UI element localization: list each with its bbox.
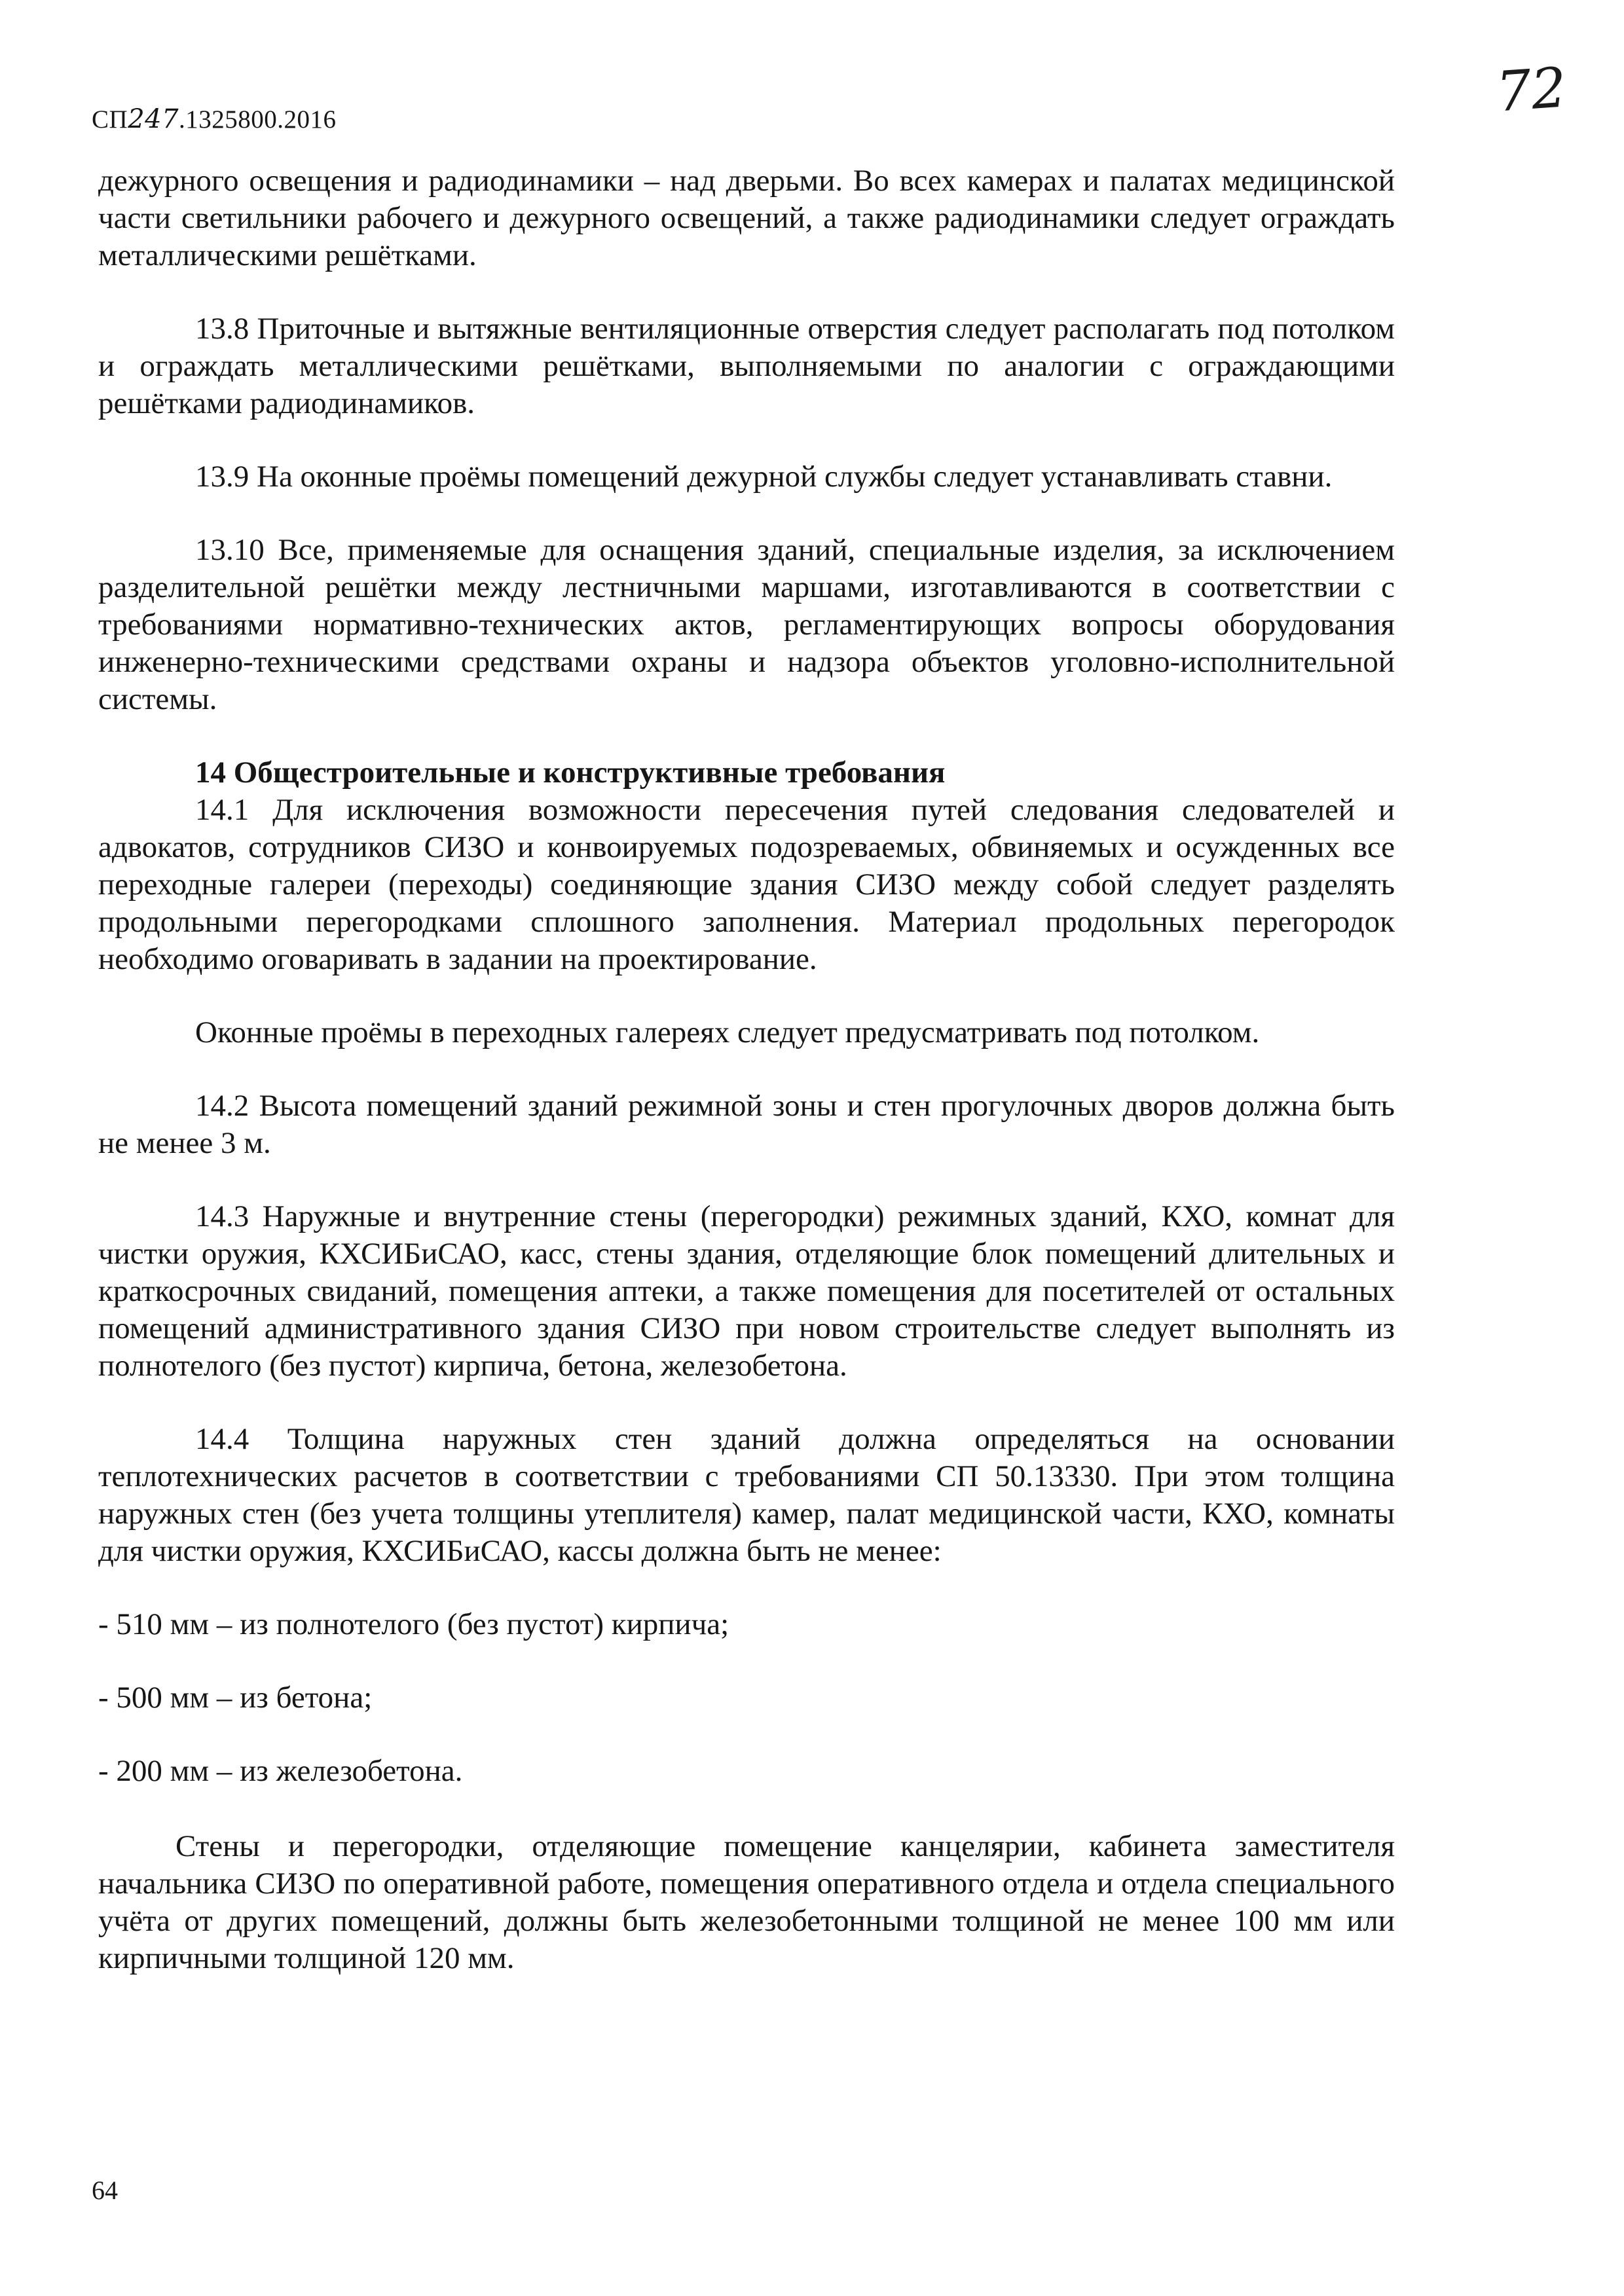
paragraph-13-8: 13.8 Приточные и вытяжные вентиляционные отверстия следует располагать под потолком и ограждать металлическими решётками, выполняемыми по аналогии с ограждающими решётками радиодинамиков. (98, 312, 1395, 420)
section-heading-14: 14 Общестроительные и конструктивные требования (195, 756, 946, 790)
code-suffix: .1325800.2016 (179, 105, 337, 134)
document-code (92, 103, 337, 136)
paragraph-13-9: 13.9 На оконные проёмы помещений дежурной службы следует устанавливать ставни. (195, 460, 1333, 494)
page-number: 64 (92, 2176, 118, 2205)
list-item: - 200 мм – из железобетона. (98, 1754, 463, 1788)
paragraph-14-4: 14.4 Толщина наружных стен зданий должна определяться на основании теплотехнических расчетов в соответствии с требованиями СП 50.13330. При этом толщина наружных стен (без учета толщины утеплителя) камер, палат медицинской части, КХО, комнаты для чистки оружия, КХСИБиСАО, кассы должна быть не менее: (98, 1422, 1395, 1568)
paragraph-14-1-windows: Оконные проёмы в переходных галереях следует предусматривать под потолком. (195, 1015, 1260, 1049)
list-item: - 510 мм – из полнотелого (без пустот) кирпича; (98, 1607, 729, 1641)
paragraph-13-10: 13.10 Все, применяемые для оснащения зданий, специальные изделия, за исключением разделительной решётки между лестничными маршами, изготавливаются в соответствии с требованиями нормативно-технических актов, регламентирующих вопросы оборудования инженерно-техническими средствами охраны и надзора объектов уголовно-исполнительной системы. (98, 533, 1395, 716)
code-prefix: СП (92, 105, 128, 134)
body-text (98, 162, 1395, 1977)
handwritten-page-number: 72 (1494, 55, 1569, 124)
handwritten-code-number: 247 (128, 104, 179, 134)
paragraph-walls-partitions: Стены и перегородки, отделяющие помещение канцелярии, кабинета заместителя начальника СИЗО по оперативной работе, помещения оперативного отдела и отдела специального учёта от других помещений, должны быть железобетонными толщиной не менее 100 мм или кирпичными толщиной 120 мм. (98, 1829, 1395, 1975)
list-item: - 500 мм – из бетона; (98, 1681, 373, 1715)
paragraph-14-1: 14.1 Для исключения возможности пересечения путей следования следователей и адвокатов, сотрудников СИЗО и конвоируемых подозреваемых, обвиняемых и осужденных все переходные галереи (переходы) соединяющие здания СИЗО между собой следует разделять продольными перегородками сплошного заполнения. Материал продольных перегородок необходимо оговаривать в задании на проектирование. (98, 793, 1395, 976)
paragraph-14-3: 14.3 Наружные и внутренние стены (перегородки) режимных зданий, КХО, комнат для чистки оружия, КХСИБиСАО, касс, стены здания, отделяющие блок помещений длительных и краткосрочных свиданий, помещения аптеки, а также помещения для посетителей от остальных помещений административного здания СИЗО при новом строительстве следует выполнять из полнотелого (без пустот) кирпича, бетона, железобетона. (98, 1199, 1395, 1383)
paragraph-continuation: дежурного освещения и радиодинамики – над дверьми. Во всех камерах и палатах медицинской части светильники рабочего и дежурного освещений, а также радиодинамики следует ограждать металлическими решётками. (98, 164, 1395, 272)
paragraph-14-2: 14.2 Высота помещений зданий режимной зоны и стен прогулочных дворов должна быть не менее 3 м. (98, 1089, 1395, 1160)
